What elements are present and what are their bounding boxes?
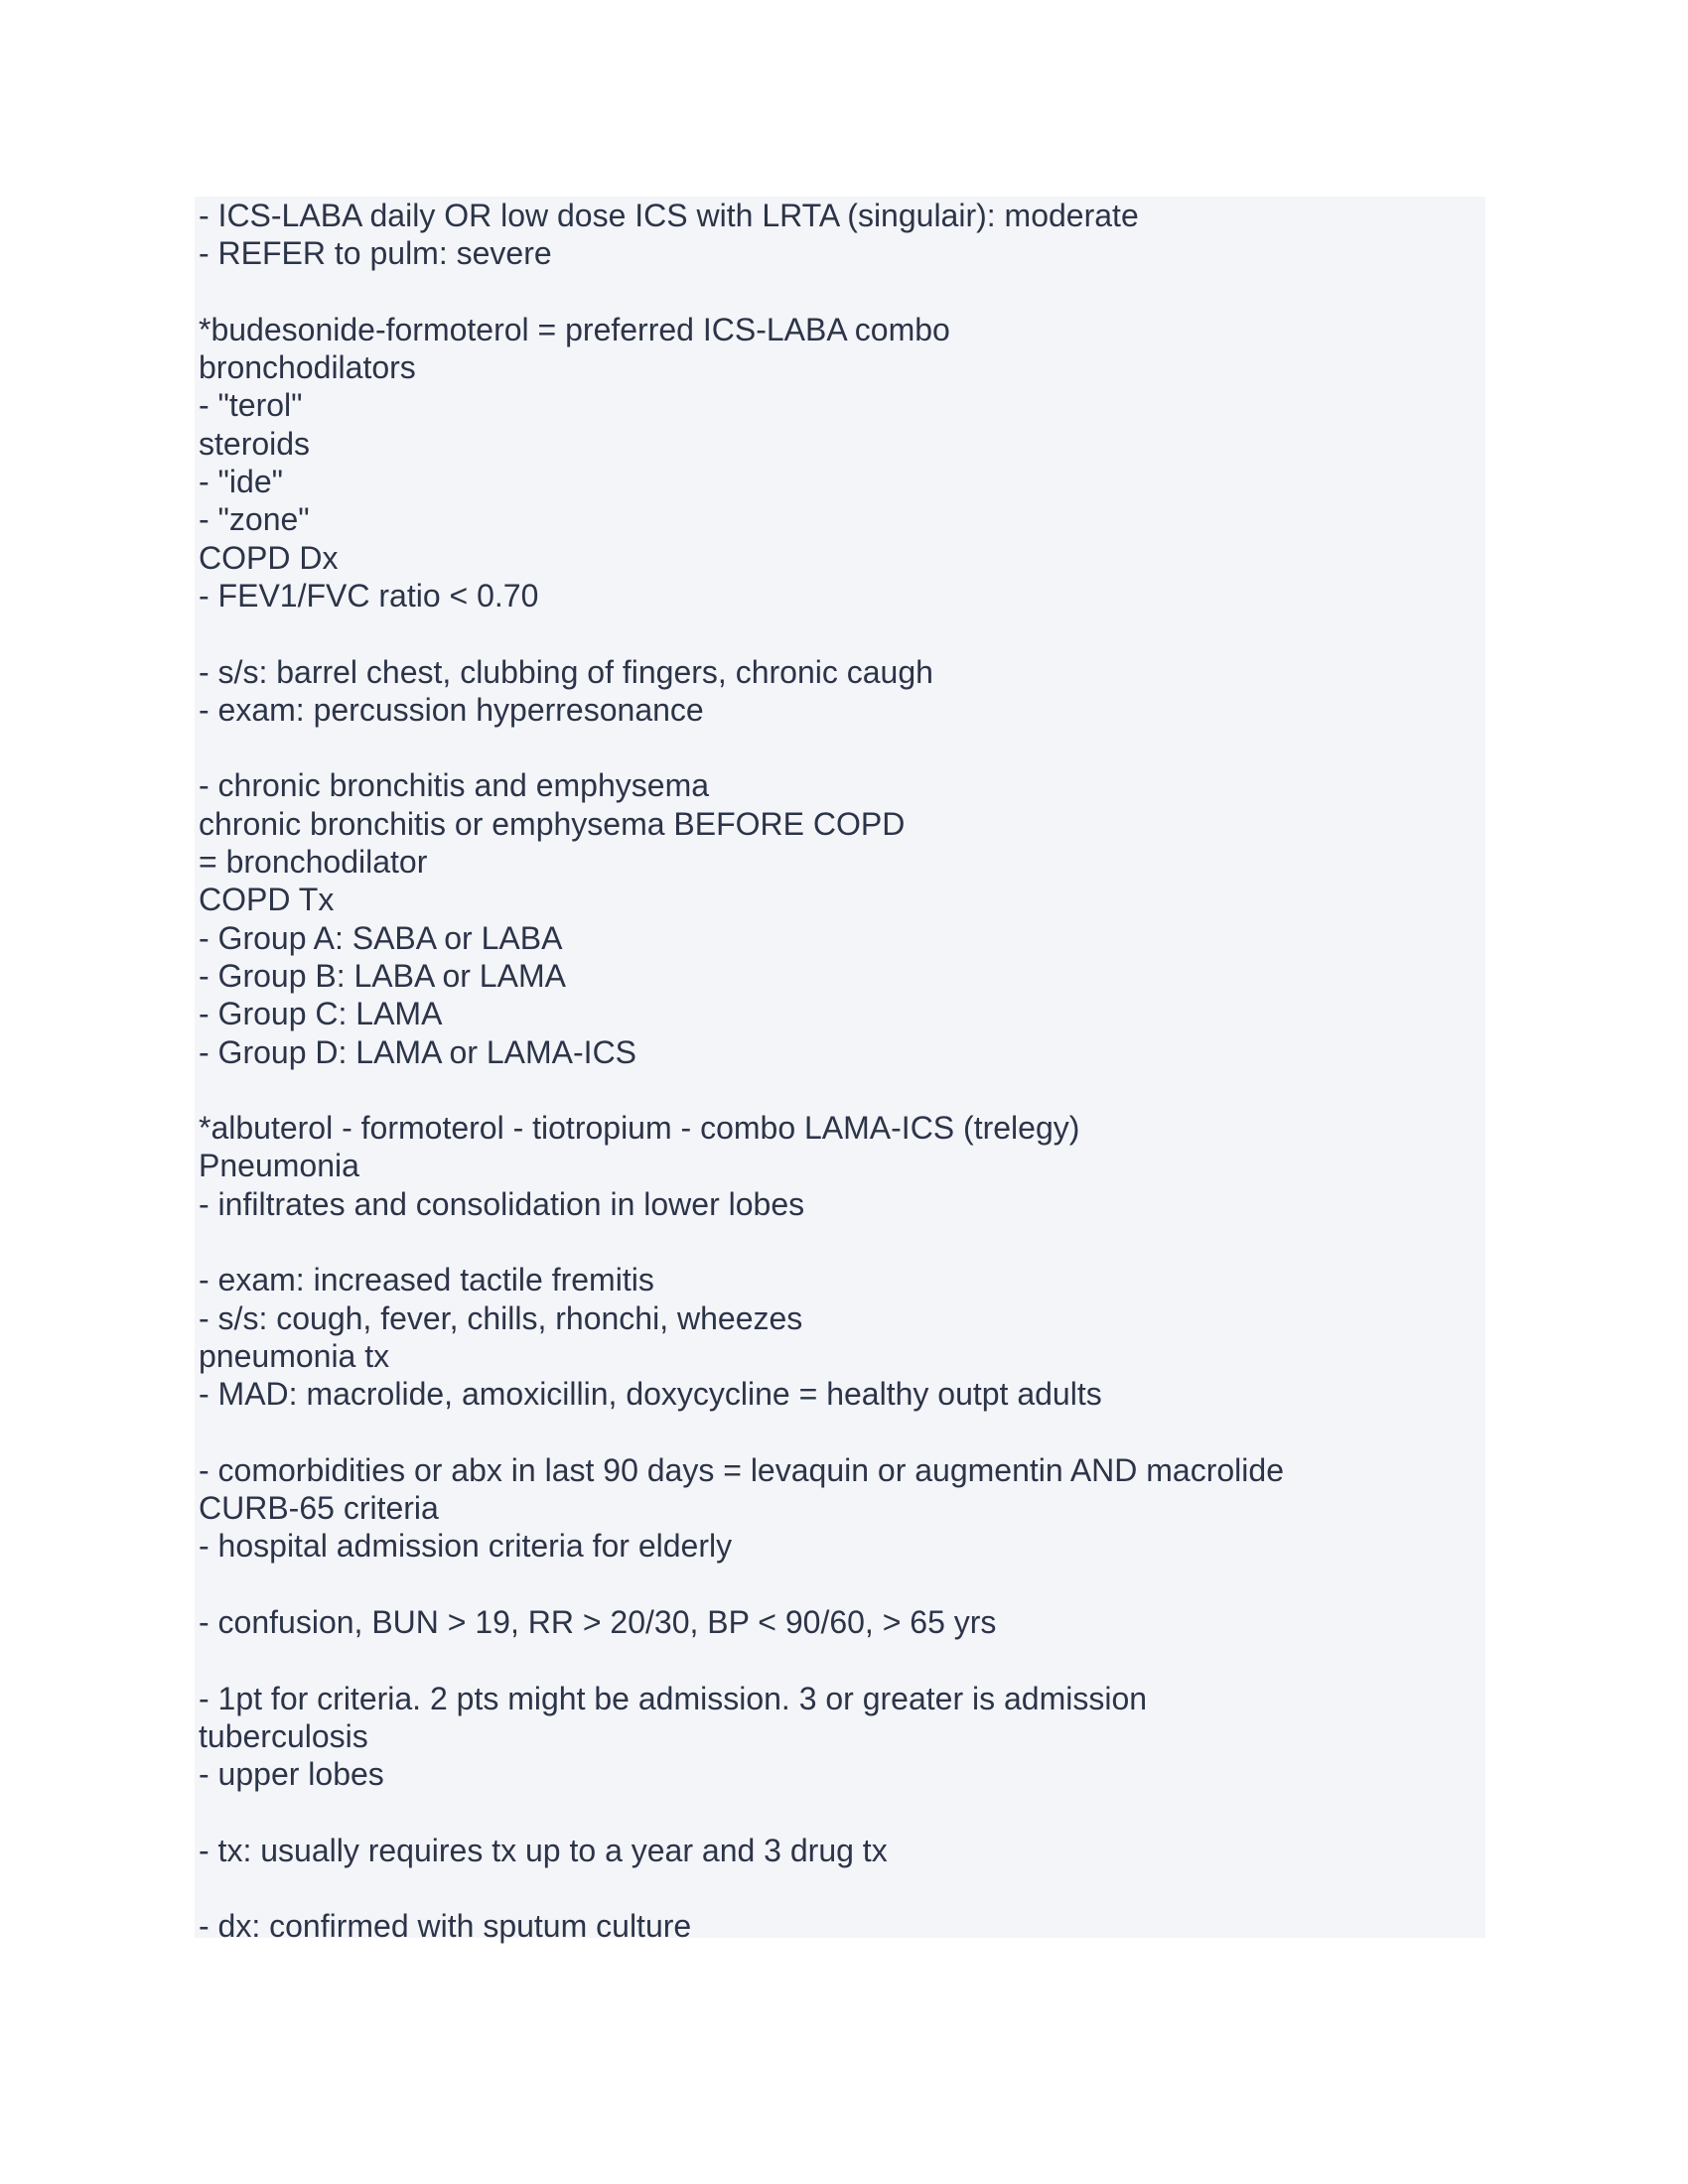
section-heading: steroids: [199, 425, 311, 462]
note-line: - ICS-LABA daily OR low dose ICS with LRTA (singulair): moderate: [199, 198, 1139, 233]
note-line: [199, 1071, 1284, 1109]
note-line: - "zone": [199, 501, 310, 538]
note-line: - upper lobes: [199, 1756, 384, 1793]
note-line: [199, 273, 1284, 311]
note-line: [199, 1793, 1284, 1831]
note-line: [199, 1414, 1284, 1451]
note-line: - "ide": [199, 464, 283, 500]
note-line: - FEV1/FVC ratio < 0.70: [199, 577, 539, 614]
section-heading: pneumonia tx: [199, 1337, 390, 1374]
note-line: - chronic bronchitis and emphysema: [199, 767, 710, 804]
section-heading: Pneumonia: [199, 1148, 359, 1184]
note-line: = bronchodilator: [199, 844, 428, 881]
note-line: - dx: confirmed with sputum culture: [199, 1908, 692, 1945]
note-line: - comorbidities or abx in last 90 days = levaquin or augmentin AND macrolide: [199, 1451, 1284, 1488]
note-line: - Group A: SABA or LABA: [199, 919, 563, 956]
section-heading: tuberculosis: [199, 1717, 368, 1754]
note-line: [199, 1869, 1284, 1907]
note-line: - exam: increased tactile fremitis: [199, 1262, 654, 1298]
notes-text: [199, 197, 1284, 1946]
note-line: [199, 1641, 1284, 1679]
note-line: - tx: usually requires tx up to a year and 3 drug tx: [199, 1832, 888, 1868]
note-line: - s/s: cough, fever, chills, rhonchi, wheezes: [199, 1299, 803, 1336]
note-line: - hospital admission criteria for elderly: [199, 1528, 733, 1565]
note-line: [199, 729, 1284, 766]
note-line: [199, 1223, 1284, 1261]
note-line: - confusion, BUN > 19, RR > 20/30, BP < 90/60, > 65 yrs: [199, 1603, 997, 1640]
note-line: - Group D: LAMA or LAMA-ICS: [199, 1033, 637, 1070]
note-line: - MAD: macrolide, amoxicillin, doxycycline = healthy outpt adults: [199, 1376, 1102, 1413]
note-line: - infiltrates and consolidation in lower lobes: [199, 1185, 805, 1222]
note-line: [199, 1566, 1284, 1603]
note-line: - exam: percussion hyperresonance: [199, 691, 704, 728]
note-line: - s/s: barrel chest, clubbing of fingers, chronic caugh: [199, 653, 933, 690]
section-heading: bronchodilators: [199, 349, 416, 386]
note-line: chronic bronchitis or emphysema BEFORE COPD: [199, 805, 906, 842]
note-line: *albuterol - formoterol - tiotropium - combo LAMA-ICS (trelegy): [199, 1110, 1080, 1147]
notes-panel: [195, 197, 1485, 1945]
section-heading: COPD Tx: [199, 882, 335, 918]
note-line: - "terol": [199, 387, 303, 424]
note-line: - Group C: LAMA: [199, 996, 443, 1032]
note-line: *budesonide-formoterol = preferred ICS-LABA combo: [199, 311, 950, 347]
note-line: - REFER to pulm: severe: [199, 235, 552, 272]
note-line: - 1pt for criteria. 2 pts might be admission. 3 or greater is admission: [199, 1680, 1148, 1716]
section-heading: CURB-65 criteria: [199, 1490, 439, 1527]
section-heading: COPD Dx: [199, 539, 339, 576]
note-line: [199, 614, 1284, 652]
note-line: - Group B: LABA or LAMA: [199, 957, 566, 994]
